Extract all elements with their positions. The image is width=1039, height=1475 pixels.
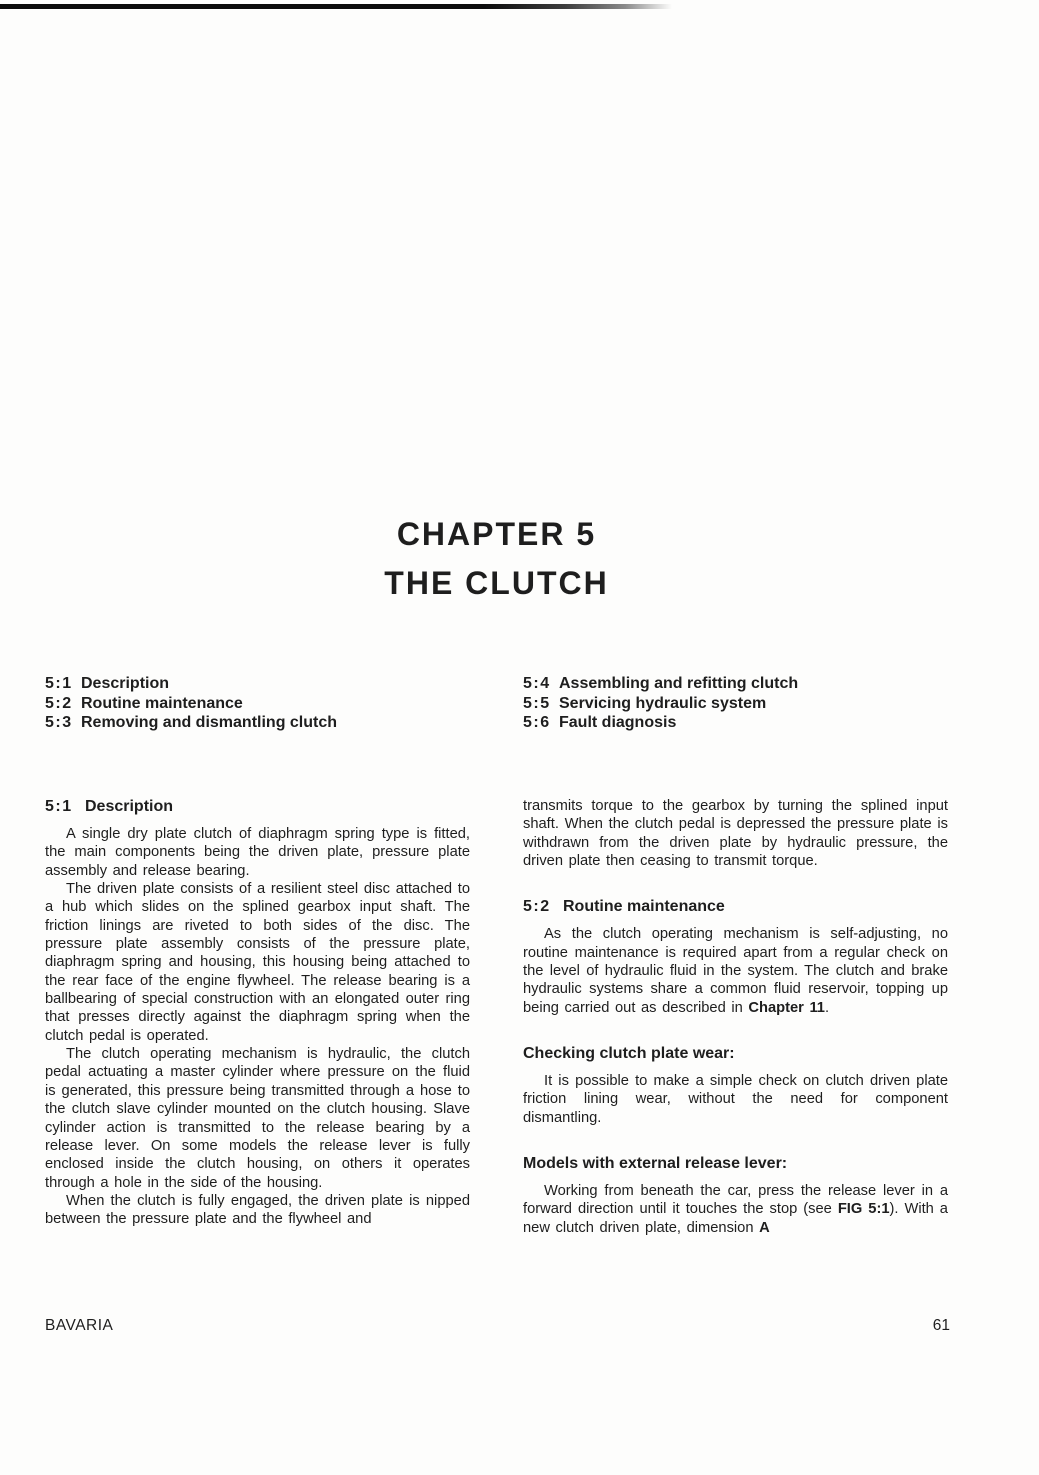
paragraph-text: Working from beneath the car, press the release lever in a forward direction until it touches the stop (see xyxy=(523,1183,948,1218)
section-5-2-heading xyxy=(523,897,948,916)
toc-item-5-1 xyxy=(45,674,470,694)
scan-artifact-bar xyxy=(0,4,672,9)
footer-book-title: BAVARIA xyxy=(45,1317,114,1334)
right-text-column xyxy=(523,797,948,1237)
toc-item-number: 5:1 xyxy=(45,675,73,692)
chapter-contents xyxy=(45,674,948,733)
toc-item-label: Routine maintenance xyxy=(81,694,243,712)
description-paragraph-4: When the clutch is fully engaged, the driven plate is nipped between the pressure plate and the flywheel and xyxy=(45,1192,470,1228)
section-5-1-heading xyxy=(45,797,470,816)
toc-item-label: Servicing hydraulic system xyxy=(559,694,767,712)
toc-item-number: 5:4 xyxy=(523,675,551,692)
fig-5-1-reference: FIG 5:1 xyxy=(837,1201,890,1218)
section-title: Routine maintenance xyxy=(563,898,725,916)
description-paragraph-1: A single dry plate clutch of diaphragm spring type is fitted, the main components being the driven plate, pressure plate assembly and release bearing. xyxy=(45,826,470,879)
dimension-a-reference: A xyxy=(759,1219,770,1236)
paragraph-text: . xyxy=(824,999,830,1016)
left-text-column xyxy=(45,797,470,1237)
section-number: 5:2 xyxy=(523,898,551,916)
toc-item-number: 5:3 xyxy=(45,714,73,731)
footer-page-number: 61 xyxy=(932,1317,950,1334)
page-footer xyxy=(45,1317,950,1335)
toc-item-number: 5:6 xyxy=(523,714,551,731)
toc-item-5-6 xyxy=(523,713,948,733)
toc-item-label: Description xyxy=(81,675,170,692)
toc-item-label: Removing and dismantling clutch xyxy=(81,714,338,731)
paragraph-text: As the clutch operating mechanism is self-adjusting, no routine maintenance is required apart from a regular check on the level of hydraulic fluid in the system. The clutch and brake hydraulic systems share a common fluid reservoir, topping up being carried out as described in xyxy=(523,926,948,1016)
toc-item-5-4 xyxy=(523,674,948,694)
toc-item-label: Fault diagnosis xyxy=(559,714,677,731)
toc-column-right xyxy=(523,674,948,733)
section-number: 5:1 xyxy=(45,798,73,815)
chapter-title: CHAPTER 5 xyxy=(396,516,597,552)
toc-item-5-5 xyxy=(523,694,948,714)
checking-clutch-plate-wear-heading: Checking clutch plate wear: xyxy=(523,1045,735,1063)
toc-item-label: Assembling and refitting clutch xyxy=(559,675,799,692)
description-paragraph-3: The clutch operating mechanism is hydraulic, the clutch pedal actuating a master cylinder where pressure on the fluid is generated, this pressure being transmitted through a hose to the clutch slave cylinder mounted on the clutch housing. Slave cylinder action is transmitted to the release bearing by a release lever. On some models the release lever is fully enclosed inside the clutch housing, on others it operates through a hole in the side of the housing. xyxy=(45,1046,470,1191)
external-release-lever-paragraph xyxy=(523,1182,948,1237)
routine-maintenance-paragraph xyxy=(523,925,948,1017)
toc-item-number: 5:2 xyxy=(45,694,73,712)
toc-item-5-3 xyxy=(45,713,470,733)
body-text-columns xyxy=(45,797,948,1237)
clutch-plate-wear-paragraph: It is possible to make a simple check on clutch driven plate friction lining wear, without the need for component dismantling. xyxy=(523,1073,948,1126)
chapter-header xyxy=(45,518,948,599)
paragraph-text: ). With a new clutch driven plate, dimension xyxy=(523,1201,948,1236)
description-continuation-paragraph: transmits torque to the gearbox by turning the splined input shaft. When the clutch pedal is depressed the pressure plate is withdrawn from the driven plate by hydraulic pressure, the driven plate then ceasing to transmit torque. xyxy=(523,798,948,870)
section-title: Description xyxy=(85,798,174,815)
chapter-subtitle: THE CLUTCH xyxy=(384,565,609,601)
toc-column-left xyxy=(45,674,470,733)
chapter-11-reference: Chapter 11 xyxy=(748,999,825,1016)
toc-item-number: 5:5 xyxy=(523,694,551,712)
models-external-release-lever-heading: Models with external release lever: xyxy=(523,1155,788,1173)
toc-item-5-2 xyxy=(45,694,470,714)
description-paragraph-2: The driven plate consists of a resilient steel disc attached to a hub which slides on the splined gearbox input shaft. The friction linings are riveted to both sides of the disc. The pressure plate assembly consists of the pressure plate, diaphragm spring and housing, this housing being attached to the rear face of the engine flywheel. The release bearing is a ballbearing of special construction with an elongated outer ring that presses directly against the diaphragm spring when the clutch pedal is operated. xyxy=(45,881,470,1044)
